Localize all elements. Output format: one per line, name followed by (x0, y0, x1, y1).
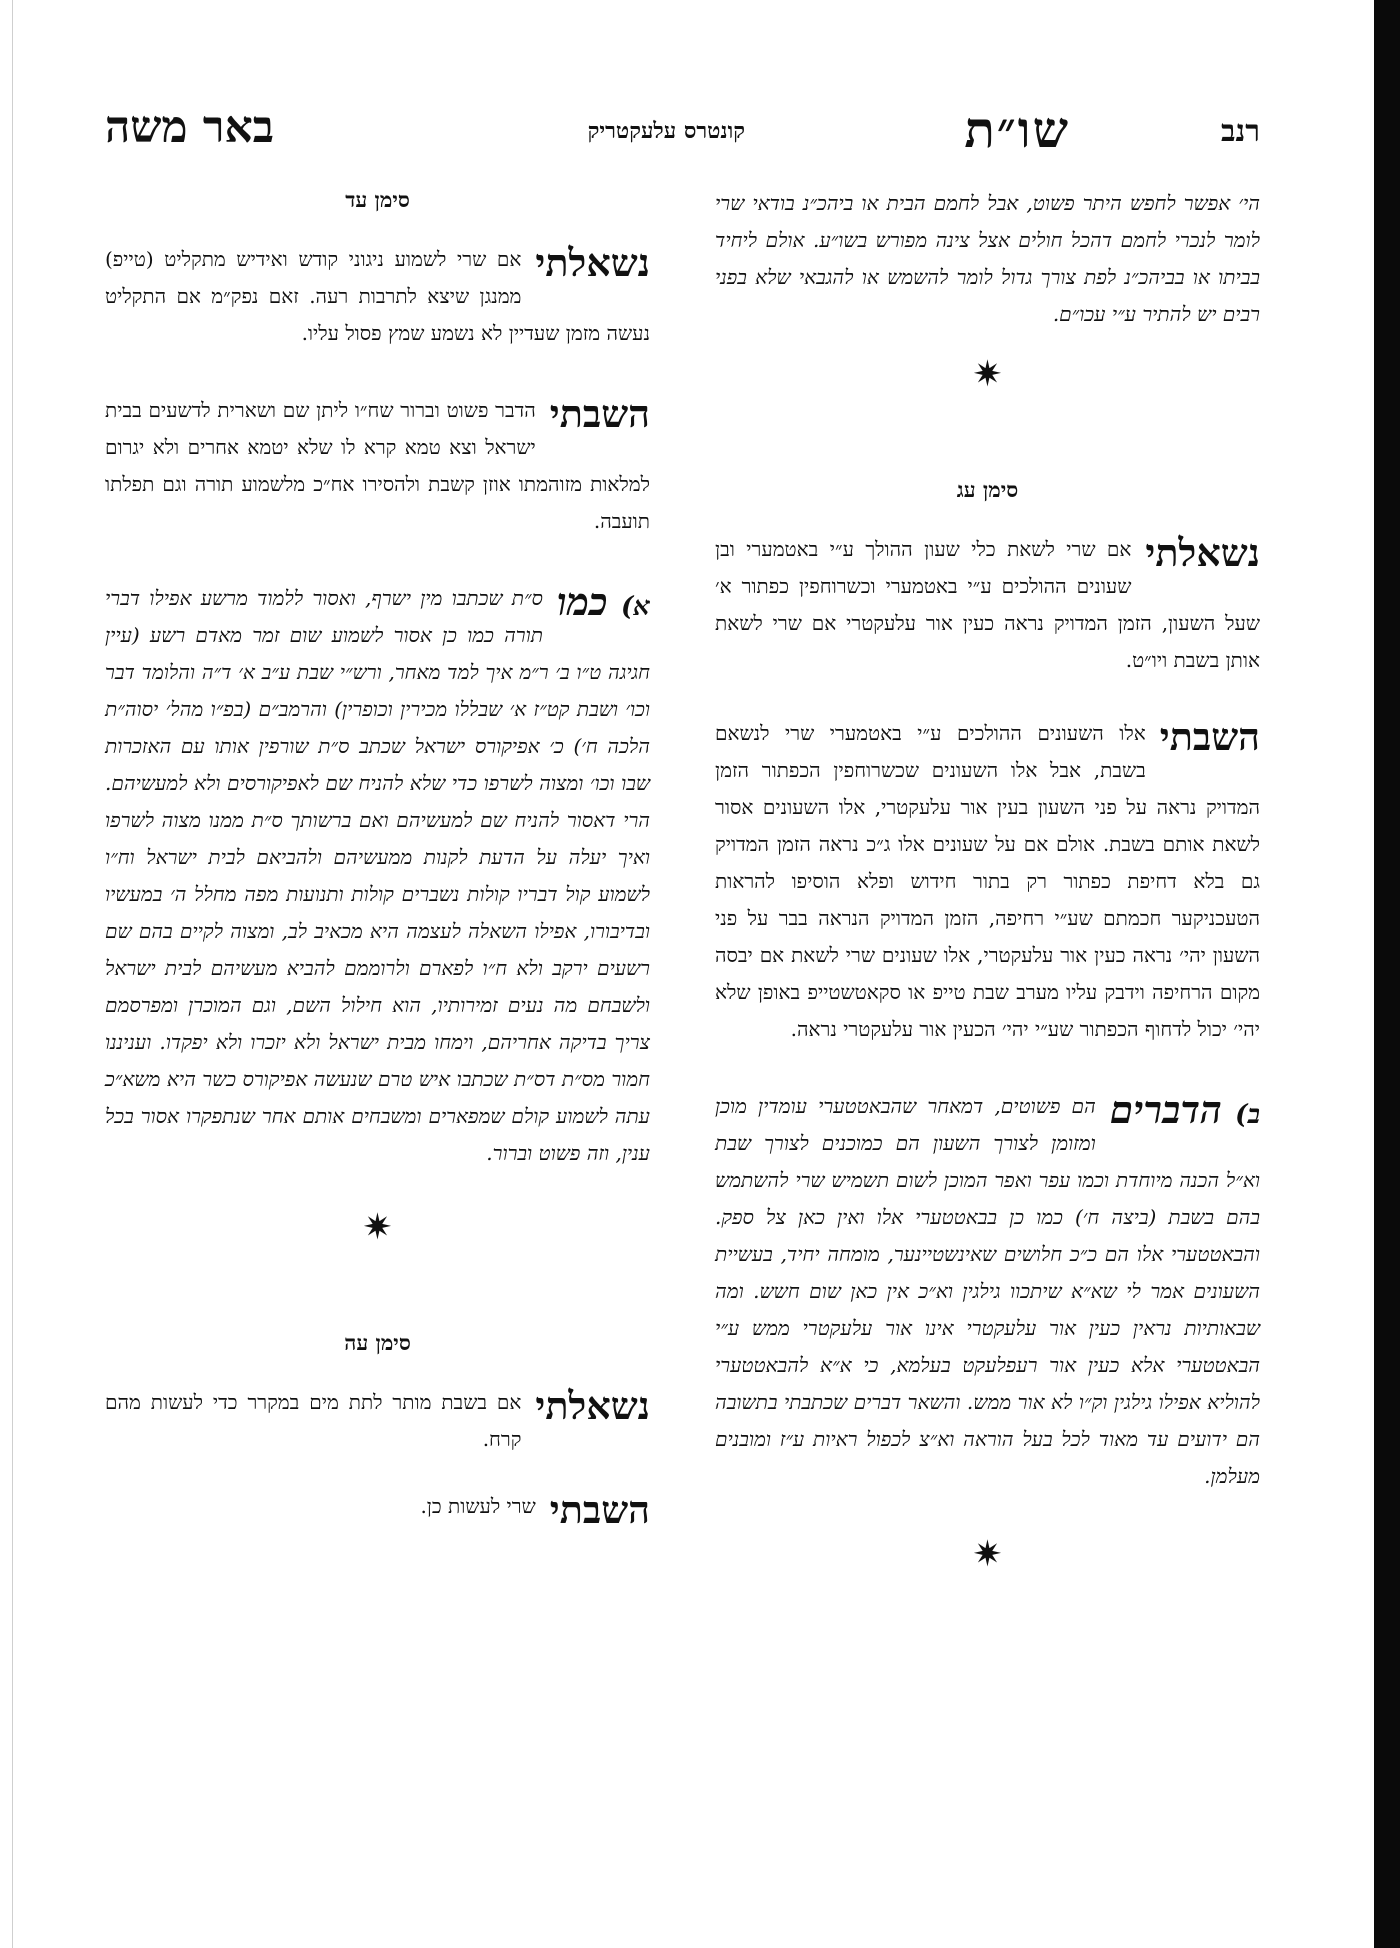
question-75-text: אם בשבת מותר לתת מים במקרר כדי לעשות מהם קרח. (105, 1390, 522, 1451)
section-a-number: א) (621, 592, 650, 622)
answer-lead-word: השבתי (1159, 714, 1260, 759)
answer-74 (105, 392, 650, 540)
page-number: רנב (1221, 114, 1260, 149)
book-title: באר משה (105, 102, 274, 153)
book-page (105, 100, 1260, 1900)
siman-75-heading: סימן עה (344, 1330, 411, 1355)
scan-edge-bar (1374, 0, 1400, 1948)
section-a-lead-word: כמו (556, 579, 608, 624)
question-74-text: אם שרי לשמוע ניגוני קודש ואידיש מתקליט (טייפ) ממנגן שיצא לתרבות רעה. זאם נפק״מ אם התקליט נעשה מזמן שעדיין לא נשמע שמץ פסול עליו. (105, 247, 650, 345)
section-a (105, 580, 650, 1172)
right-column (715, 185, 1260, 1575)
star-separator: ✷ (362, 1207, 393, 1248)
kuntres-title: קונטרס עלעקטריק (587, 118, 745, 144)
answer-75-text: שרי לעשות כן. (420, 1494, 536, 1518)
section-a-text: ס״ת שכתבו מין ישרף, ואסור ללמוד מרשע אפילו דברי תורה כמו כן אסור לשמוע שום זמר מאדם רשע (עיין חגיגה ט״ו ב׳ ר״מ איך למד מאחר, ורש״י שבת ע״ב א׳ ד״ה והלומד דבר וכו׳ ושבת קט״ז א׳ שבללו מכירין וכופרין) והרמב״ם (בפ״ו מהל׳ יסוה״ת הלכה ח׳) כ׳ אפיקורס ישראל שכתב ס״ת שורפין אותו עם האזכרות שבו וכו׳ ומצוה לשרפו כדי שלא להניח שם לאפיקורסים ולא למעשיהם. הרי דאסור להניח שם למעשיהם ואם ברשותך ס״ת ממנו מצוה לשרפו ואיך יעלה על הדעת לקנות ממעשיהם ולהביאם לבית ישראל וח״ו לשמוע קול דבריו קולות נשברים קולות ותנועות מפה מחלל ה׳ במעשיו ובדיבורו, אפילו השאלה לעצמה היא מכאיב לב, ומצוה לקיים בהם שם רשעים ירקב ולא ח״ו לפארם ולרוממם להביא מעשיהם לבית ישראל ולשבחם מה נעים זמירותיו, הוא חילול השם, וגם המוכרן ומפרסמם צריך בדיקה אחריהם, וימחו מבית ישראל ולא יזכרו ולא יפקדו. ועניננו חמור מס״ת דס״ת שכתבו איש טרם שנעשה אפיקורס כשר היא משא״כ עתה לשמוע קולם שמפארים ומשבחים אותם אחר שנתפקרו אסור בכל ענין, וזה פשוט וברור. (105, 586, 650, 1165)
answer-74-text: הדבר פשוט וברור שח״ו ליתן שם ושארית לדשעים בבית ישראל וצא טמא קרא לו שלא יטמא אחרים ולא יגרום למלאות מזוהמתו אוזן קשבת ולהסירו אח״כ מלשמוע תורה וגם תפלתו תועבה. (105, 398, 650, 533)
question-lead-word: נשאלתי (535, 240, 650, 285)
answer-lead-word: השבתי (549, 391, 650, 436)
question-73-text: אם שרי לשאת כלי שעון ההולך ע״י באטמערי ובן שעונים ההולכים ע״י באטמערי וכשרוחפין כפתור א׳ שעל השעון, הזמן המדויק נראה כעין אור עלעקטרי אם שרי לשאת אותן בשבת ויו״ט. (715, 537, 1260, 672)
scan-edge-line (12, 0, 13, 1948)
question-75 (105, 1384, 650, 1458)
siman-74-heading: סימן עד (345, 187, 410, 212)
intro-paragraph: הי׳ אפשר לחפש היתר פשוט, אבל לחמם הבית או ביהכ״נ בודאי שרי לומר לנכרי לחמם דהכל חולים אצל צינה מפורש בשו״ע. אולם ליחיד בביתו או בביהכ״נ לפת צורך גדול לומר להשמש או להגבאי שלא בפני רבים יש להתיר ע״י עכו״ם. (715, 191, 1260, 326)
question-lead-word: נשאלתי (535, 1383, 650, 1428)
question-74 (105, 241, 650, 352)
answer-73 (715, 715, 1260, 1048)
section-a-lead (556, 579, 650, 627)
answer-73-text: אלו השעונים ההולכים ע״י באטמערי שרי לנשאם בשבת, אבל אלו השעונים שכשרוחפין הכפתור הזמן המדויק נראה על פני השעון בעין אור עלעקטרי, אלו השעונים אסור לשאת אותם בשבת. אולם אם על שעונים אלו ג״כ נראה הזמן המדויק גם בלא דחיפת כפתור רק בתור חידוש ופלא הוסיפו להראות הטעכניקער חכמתם שע״י רחיפה, הזמן המדויק הנראה בבר על פני השעון יהי׳ נראה כעין אור עלעקטרי, אלו שעונים שרי לשאת אם יבסה מקום הרחיפה וידבק עליו מערב שבת טייפ או סקאטשטייפ באופן שלא יהי׳ יכול לדחוף הכפתור שע״י יהי׳ הכעין אור עלעקטרי נראה. (715, 721, 1260, 1041)
siman-73-heading: סימן עג (956, 477, 1019, 502)
left-column (105, 185, 650, 1530)
answer-lead-word: השבתי (549, 1487, 650, 1532)
star-separator: ✷ (972, 354, 1003, 395)
series-title: שו״ת (964, 100, 1070, 159)
star-separator: ✷ (972, 1534, 1003, 1575)
section-b-lead (1109, 1087, 1260, 1135)
question-lead-word: נשאלתי (1145, 530, 1260, 575)
answer-75 (105, 1487, 650, 1532)
section-b-text: הם פשוטים, דמאחר שהבאטטערי עומדין מוכן ומזומן לצורך השעון הם כמוכנים לצורך שבת וא״ל הכנה מיוחדת וכמו עפר ואפר המוכן לשום תשמיש שרי להשתמש בהם בשבת (ביצה ח׳) כמו כן בבאטטערי אלו ואין כאן צל ספק. והבאטטערי אלו הם כ״כ חלושים שאינשטיינער, מומחה יחיד, בעשיית השעונים אמר לי שא״א שיתכוו גילגין וא״כ אין כאן שום חשש. ומה שבאותיות נראין כעין אור עלעקטרי אינו אור עלעקטרי ממש ע״י הבאטטערי אלא כעין אור רעפלעקט בעלמא, כי א״א להבאטטערי להוליא אפילו גילגין וק״ו לא אור ממש. והשאר דברים שכתבתי בתשובה הם ידועים עד מאוד לכל בעל הוראה וא״צ לכפול ראיות ע״ז ומובנים מעלמן. (715, 1094, 1260, 1488)
section-b-number: ב) (1235, 1100, 1260, 1130)
page-header (105, 100, 1260, 160)
section-b-lead-word: הדברים (1109, 1087, 1222, 1132)
section-b (715, 1088, 1260, 1495)
question-73 (715, 531, 1260, 679)
